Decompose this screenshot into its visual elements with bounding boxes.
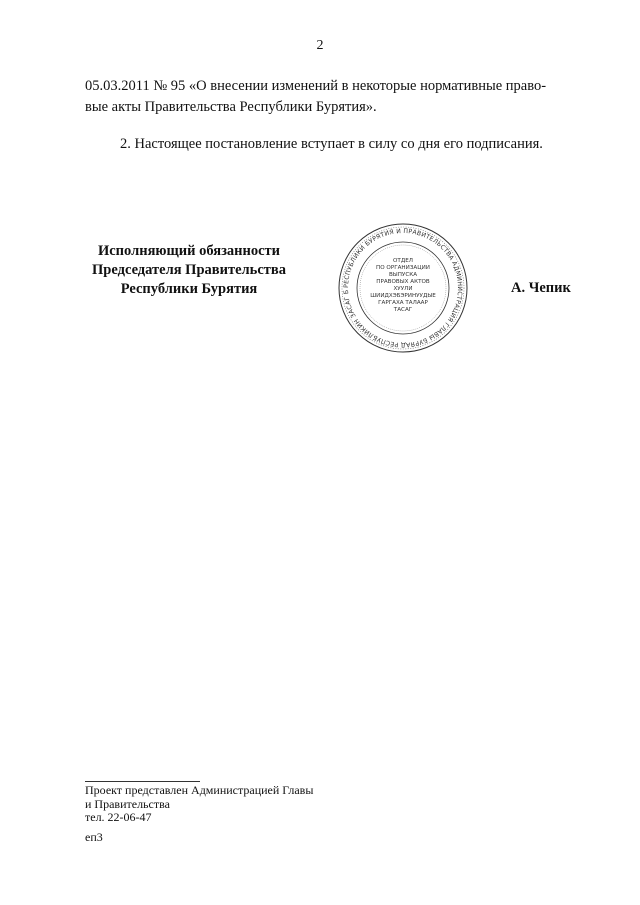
svg-text:РЕСПУБЛИКИ БУРЯТИЯ И ПРАВИТЕЛЬ bbox=[328, 222, 463, 348]
seal-line-5: ХУУЛИ bbox=[393, 286, 413, 292]
continuation-line-1: 05.03.2011 № 95 «О внесении изменений в некоторые нормативные право- bbox=[85, 78, 547, 94]
seal-line-7: ГАРГАХА ТАЛААР bbox=[378, 300, 428, 306]
signatory-title bbox=[78, 242, 300, 299]
clause-2: 2. Настоящее постановление вступает в силу со дня его подписания. bbox=[120, 136, 543, 152]
seal-ring-text: РЕСПУБЛИКИ БУРЯТИЯ И ПРАВИТЕЛЬСТВА АДМИНИСТРАЦИЯ ГЛАВЫ БУРЯАД РЕСПУБЛИКИН ЗАСАГ Б bbox=[342, 227, 464, 349]
footnote-line-3: тел. 22-06-47 bbox=[85, 810, 152, 824]
continuation-paragraph bbox=[85, 76, 575, 118]
continuation-line-2: вые акты Правительства Республики Бурятия». bbox=[85, 99, 377, 115]
seal-line-8: ТАСАГ bbox=[393, 307, 413, 313]
signatory-title-line-3: Республики Бурятия bbox=[120, 281, 258, 297]
signatory-title-line-2: Председателя Правительства bbox=[92, 262, 286, 278]
document-code: еп3 bbox=[85, 830, 103, 844]
footnote bbox=[85, 784, 313, 825]
seal-line-2: ПО ОРГАНИЗАЦИИ bbox=[376, 265, 430, 271]
seal-line-4: ПРАВОВЫХ АКТОВ bbox=[376, 279, 430, 285]
signatory-title-line-1: Исполняющий обязанности bbox=[97, 243, 281, 259]
seal-line-1: ОТДЕЛ bbox=[393, 258, 413, 264]
signer-name: А. Чепик bbox=[511, 280, 571, 296]
official-seal bbox=[328, 222, 478, 354]
seal-line-6: ШИИДХЭБЭРИНУУДЫЕ bbox=[370, 293, 436, 299]
footnote-divider bbox=[85, 781, 200, 782]
seal-line-3: ВЫПУСКА bbox=[388, 272, 418, 278]
page-number: 2 bbox=[316, 38, 324, 53]
footnote-line-1: Проект представлен Администрацией Главы bbox=[85, 783, 314, 797]
footnote-line-2: и Правительства bbox=[85, 796, 170, 811]
